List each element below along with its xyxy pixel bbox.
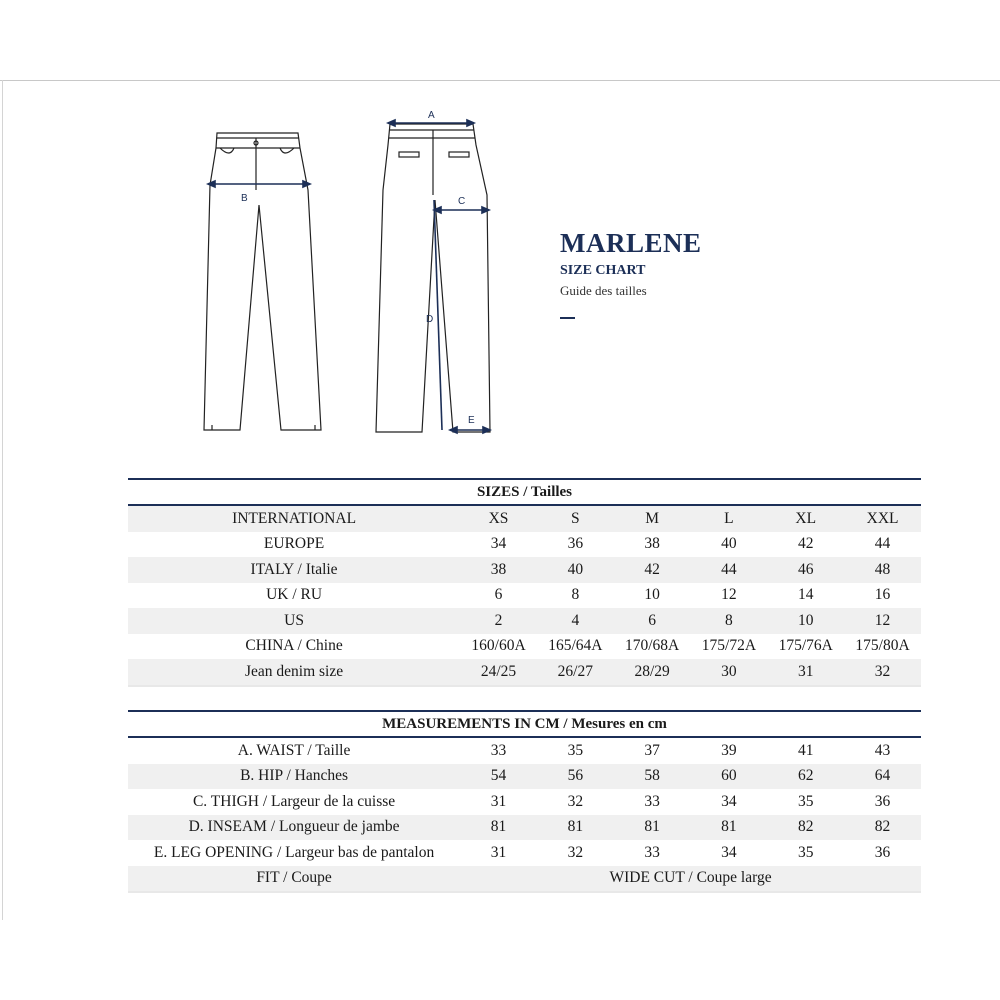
table-cell: 34 xyxy=(721,843,737,861)
table-cell: 31 xyxy=(767,659,844,686)
table-cell: L xyxy=(691,505,768,532)
table-cell: 12 xyxy=(844,608,921,634)
table-cell: 34 xyxy=(490,535,507,553)
table-cell: XL xyxy=(767,505,844,532)
table-row xyxy=(128,634,921,660)
table-cell: XS xyxy=(460,505,537,532)
table-cell: XXL xyxy=(844,505,921,532)
table-cell: 31 xyxy=(490,792,507,810)
trousers-front-view xyxy=(204,133,321,430)
table-cell: 16 xyxy=(874,586,891,604)
table-cell: 2 xyxy=(460,608,537,634)
marker-c xyxy=(434,196,489,213)
table-cell: 81 xyxy=(691,815,768,841)
table-row xyxy=(128,557,921,583)
row-label: INTERNATIONAL xyxy=(128,505,460,532)
table-row xyxy=(128,840,921,866)
table-cell: 26/27 xyxy=(537,659,614,686)
fit-row xyxy=(128,866,921,893)
table-row xyxy=(128,583,921,609)
table-row xyxy=(128,764,921,790)
measurements-table xyxy=(128,710,921,893)
measurements-heading-main: MEASUREMENTS IN CM xyxy=(382,715,560,732)
table-cell: 28/29 xyxy=(614,659,691,686)
marker-a-label: A xyxy=(428,110,435,121)
table-cell: 58 xyxy=(614,764,691,790)
marker-b xyxy=(208,181,310,204)
row-label: UK / RU xyxy=(266,586,323,604)
table-row xyxy=(128,608,921,634)
table-cell: 41 xyxy=(797,741,814,759)
measurements-heading-fr: / Mesures en cm xyxy=(559,715,667,732)
table-cell: 175/72A xyxy=(701,637,757,655)
table-cell: 33 xyxy=(490,741,507,759)
sizes-table-heading: SIZES / Tailles xyxy=(128,479,921,505)
table-cell: S xyxy=(537,505,614,532)
table-cell: 40 xyxy=(537,557,614,583)
product-title: MARLENE xyxy=(560,228,702,258)
table-cell: 33 xyxy=(644,843,660,861)
table-row xyxy=(128,815,921,841)
trousers-back-view xyxy=(376,110,490,433)
row-label: C. THIGH / Largeur de la cuisse xyxy=(192,792,396,810)
fit-value: WIDE CUT / Coupe large xyxy=(460,866,921,893)
table-cell: 42 xyxy=(797,535,814,553)
table-cell: 35 xyxy=(797,792,814,810)
table-row xyxy=(128,737,921,764)
table-row xyxy=(128,789,921,815)
table-cell: 32 xyxy=(567,843,584,861)
marker-e xyxy=(450,415,490,433)
table-cell: M xyxy=(614,505,691,532)
table-cell: 32 xyxy=(844,659,921,686)
marker-e-label: E xyxy=(468,415,475,426)
trousers-diagram xyxy=(190,100,510,445)
row-label: D. INSEAM / Longueur de jambe xyxy=(128,815,460,841)
table-cell: 82 xyxy=(844,815,921,841)
table-cell: 42 xyxy=(614,557,691,583)
row-label: EUROPE xyxy=(263,535,325,553)
table-cell: 8 xyxy=(691,608,768,634)
table-cell: 60 xyxy=(691,764,768,790)
table-cell: 12 xyxy=(721,586,737,604)
table-cell: 31 xyxy=(490,843,507,861)
row-label: CHINA / Chine xyxy=(245,637,343,655)
table-cell: 175/76A xyxy=(778,637,833,655)
table-cell: 24/25 xyxy=(460,659,537,686)
table-row xyxy=(128,659,921,686)
table-cell: 37 xyxy=(644,741,660,759)
title-block xyxy=(560,228,702,319)
table-cell: 165/64A xyxy=(548,637,603,655)
table-cell: 36 xyxy=(567,535,584,553)
table-cell: 40 xyxy=(721,535,737,553)
marker-d-label: D xyxy=(426,314,434,325)
table-cell: 32 xyxy=(567,792,584,810)
row-label: Jean denim size xyxy=(128,659,460,686)
table-cell: 44 xyxy=(874,535,891,553)
table-cell: 48 xyxy=(844,557,921,583)
table-cell: 81 xyxy=(460,815,537,841)
size-chart-subtitle: SIZE CHART xyxy=(560,263,646,278)
measurements-table-header xyxy=(128,711,921,737)
sizes-table xyxy=(128,478,921,687)
marker-a xyxy=(388,110,474,126)
measurements-table-body xyxy=(128,737,921,892)
table-cell: 43 xyxy=(874,741,891,759)
row-label: E. LEG OPENING / Largeur bas de pantalon xyxy=(153,843,435,861)
table-cell: 36 xyxy=(874,792,891,810)
table-cell: 56 xyxy=(537,764,614,790)
title-dash xyxy=(560,317,575,319)
fit-label: FIT / Coupe xyxy=(128,866,460,893)
table-cell: 10 xyxy=(644,586,660,604)
table-cell: 38 xyxy=(644,535,660,553)
sizes-table-header xyxy=(128,479,921,505)
measurements-table-heading xyxy=(128,711,921,737)
table-cell: 30 xyxy=(691,659,768,686)
table-cell: 36 xyxy=(874,843,891,861)
size-chart-subtitle-fr: Guide des tailles xyxy=(560,283,647,298)
table-row xyxy=(128,505,921,532)
table-cell: 81 xyxy=(614,815,691,841)
row-label: B. HIP / Hanches xyxy=(128,764,460,790)
table-cell: 10 xyxy=(767,608,844,634)
table-cell: 64 xyxy=(844,764,921,790)
row-label: A. WAIST / Taille xyxy=(237,741,351,759)
table-cell: 82 xyxy=(767,815,844,841)
table-cell: 39 xyxy=(721,741,737,759)
row-label: ITALY / Italie xyxy=(128,557,460,583)
table-cell: 170/68A xyxy=(624,637,680,655)
table-cell: 175/80A xyxy=(855,637,910,655)
table-cell: 34 xyxy=(721,792,737,810)
table-cell: 35 xyxy=(797,843,814,861)
table-row xyxy=(128,532,921,558)
table-cell: 35 xyxy=(567,741,584,759)
marker-d xyxy=(426,200,442,430)
table-cell: 33 xyxy=(644,792,660,810)
table-cell: 81 xyxy=(537,815,614,841)
table-cell: 4 xyxy=(537,608,614,634)
row-label: US xyxy=(128,608,460,634)
table-cell: 14 xyxy=(797,586,814,604)
table-cell: 44 xyxy=(691,557,768,583)
marker-c-label: C xyxy=(458,196,466,207)
table-cell: 46 xyxy=(767,557,844,583)
table-cell: 160/60A xyxy=(471,637,526,655)
table-cell: 54 xyxy=(460,764,537,790)
marker-b-label: B xyxy=(241,193,248,204)
left-divider xyxy=(2,80,3,920)
table-cell: 8 xyxy=(571,586,580,604)
top-divider xyxy=(0,80,1000,81)
table-cell: 38 xyxy=(460,557,537,583)
table-cell: 6 xyxy=(614,608,691,634)
table-cell: 6 xyxy=(494,586,503,604)
sizes-table-body xyxy=(128,505,921,686)
table-cell: 62 xyxy=(767,764,844,790)
